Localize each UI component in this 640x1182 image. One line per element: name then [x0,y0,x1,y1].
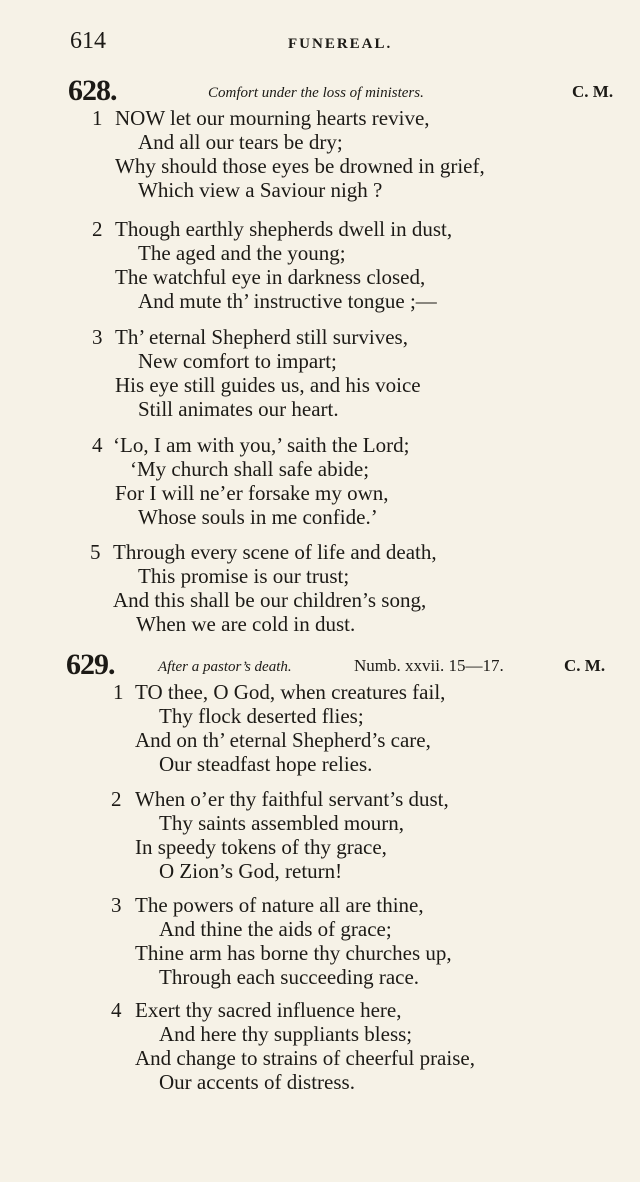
hymn-subtitle: Comfort under the loss of ministers. [208,85,424,101]
stanza-line: His eye still guides us, and his voice [115,373,421,397]
stanza-line: The powers of nature all are thine, [135,893,424,917]
stanza-line: TO thee, O God, when creatures fail, [135,680,446,704]
page-number: 614 [70,28,106,54]
running-head: FUNEREAL. [288,36,393,52]
stanza-number: 2 [92,217,103,241]
stanza-line: And all our tears be dry; [138,130,343,154]
stanza-line: Whose souls in me confide.’ [138,505,378,529]
stanza-line: And this shall be our children’s song, [113,588,427,612]
stanza-line: Our accents of distress. [159,1070,355,1094]
hymn-subtitle: After a pastor’s death. [158,659,292,675]
hymn-628-heading [68,74,628,108]
hymn-meter: C. M. [564,656,606,675]
hymn-scripture-reference: Numb. xxvii. 15—17. [354,656,504,675]
stanza-line: Exert thy sacred influence here, [135,998,402,1022]
stanza-number: 1 [92,106,103,130]
stanza-line: And here thy suppliants bless; [159,1022,413,1046]
stanza-line: When o’er thy faithful servant’s dust, [135,787,449,811]
stanza-line: And change to strains of cheerful praise, [135,1046,475,1070]
stanza-line: ‘Lo, I am with you,’ saith the Lord; [113,433,410,457]
stanza-line: When we are cold in dust. [136,612,356,636]
stanza-line: Still animates our heart. [138,397,339,421]
stanza-line: Which view a Saviour nigh ? [138,178,383,202]
stanza-number: 2 [111,787,122,811]
stanza-line: Why should those eyes be drowned in grief, [115,154,485,178]
stanza-number: 3 [111,893,122,917]
stanza-line: The aged and the young; [138,241,346,265]
stanza-line: Thine arm has borne thy churches up, [135,941,452,965]
stanza-number: 5 [90,540,101,564]
stanza-number: 1 [113,680,124,704]
stanza-line: And on th’ eternal Shepherd’s care, [135,728,431,752]
stanza-line: Though earthly shepherds dwell in dust, [115,217,453,241]
stanza-line: New comfort to impart; [138,349,337,373]
stanza-line: For I will ne’er forsake my own, [115,481,389,505]
hymn-629-heading [66,648,626,682]
stanza-line: O Zion’s God, return! [159,859,343,883]
stanza-line: Our steadfast hope relies. [159,752,373,776]
stanza-line: Through every scene of life and death, [113,540,437,564]
stanza-line: In speedy tokens of thy grace, [135,835,387,859]
stanza-line: Through each succeeding race. [159,965,420,989]
hymn-number: 629. [66,648,115,681]
stanza-line: ‘My church shall safe abide; [130,457,370,481]
stanza-number: 4 [92,433,103,457]
stanza-line: NOW let our mourning hearts revive, [115,106,430,130]
stanza-line: The watchful eye in darkness closed, [115,265,426,289]
stanza-line: Thy flock deserted flies; [159,704,364,728]
stanza-line: And mute th’ instructive tongue ;— [138,289,437,313]
stanza-number: 3 [92,325,103,349]
stanza-line: Th’ eternal Shepherd still survives, [115,325,408,349]
stanza-line: Thy saints assembled mourn, [159,811,404,835]
stanza-line: This promise is our trust; [138,564,350,588]
hymn-number: 628. [68,74,117,107]
page-header [70,28,600,58]
stanza-number: 4 [111,998,122,1022]
hymn-meter: C. M. [572,82,614,101]
stanza-line: And thine the aids of grace; [159,917,392,941]
